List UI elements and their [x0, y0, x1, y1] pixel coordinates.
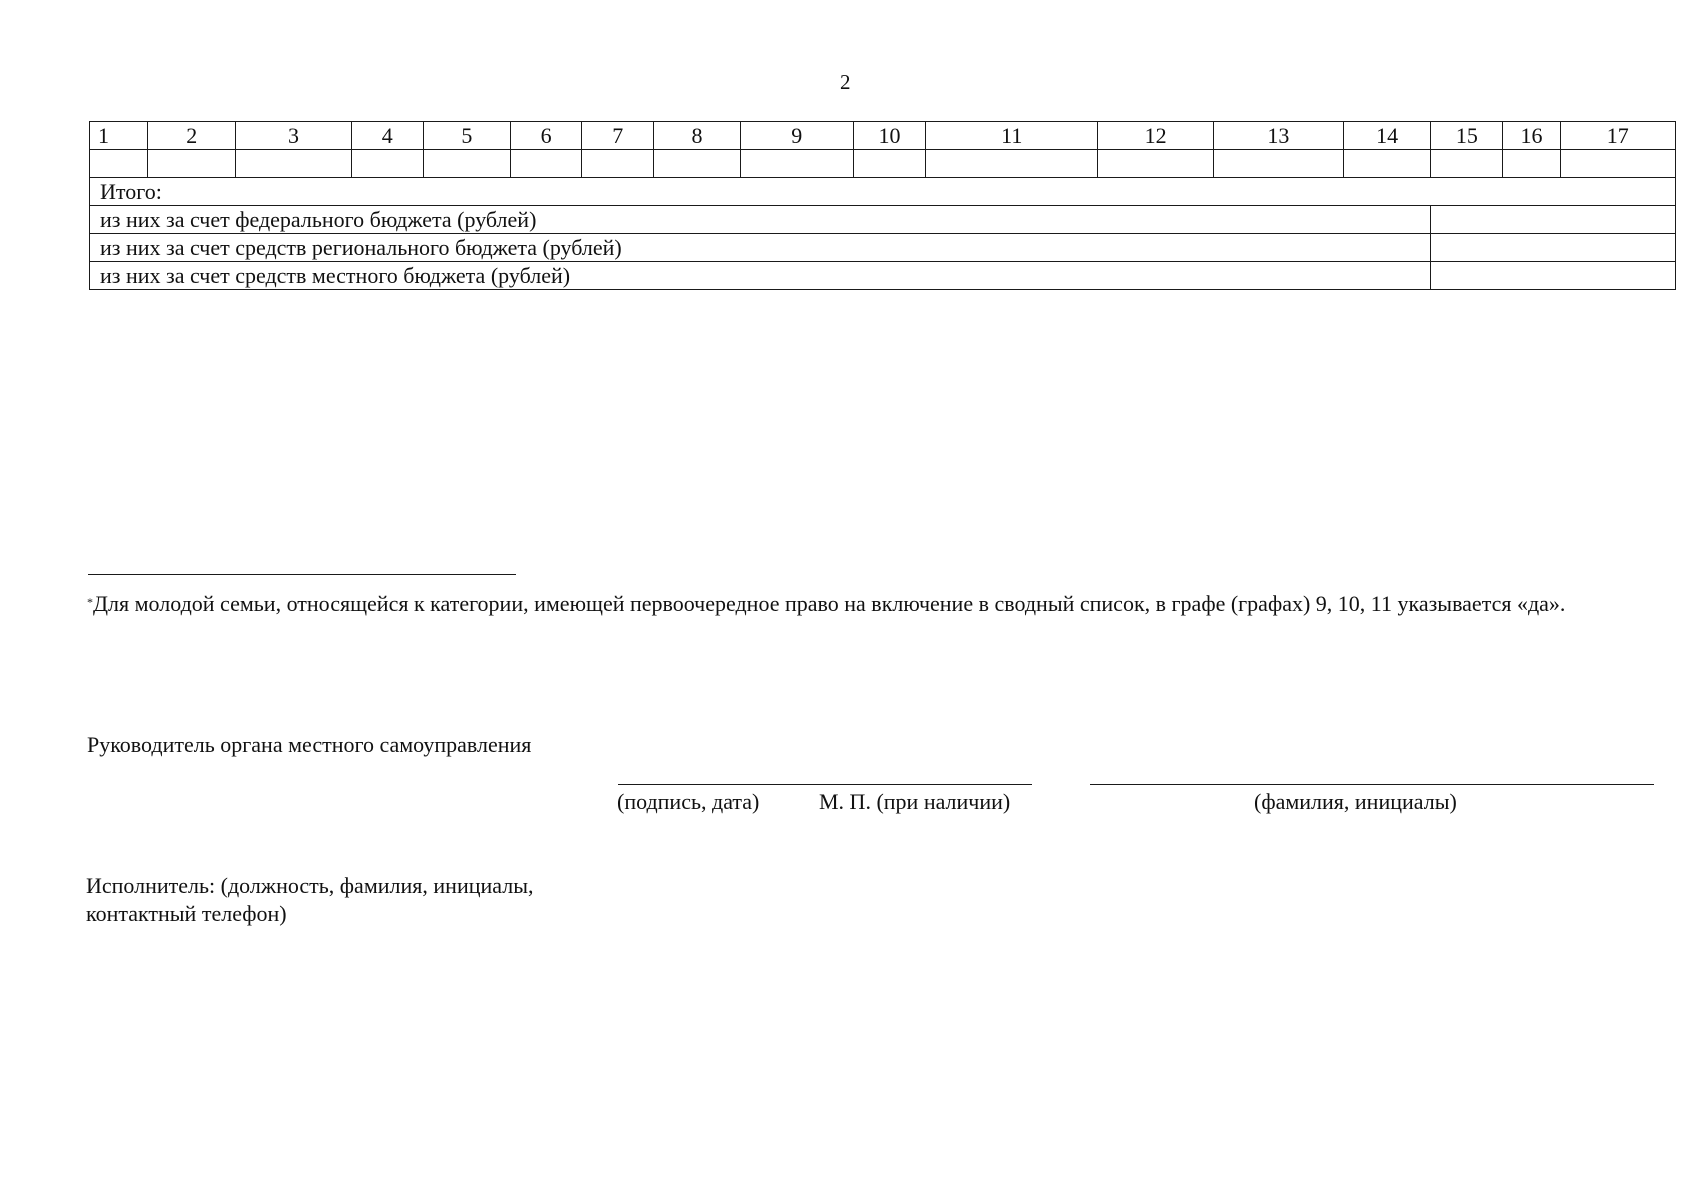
- footnote-text: Для молодой семьи, относящейся к категории, имеющей первоочередное право на включение в сводный список, в графе (графах) 9, 10, 11 указывается «да».: [93, 591, 1566, 616]
- empty-cell: [926, 150, 1098, 178]
- head-label: Руководитель органа местного самоуправления: [87, 732, 532, 757]
- local-budget-row: [90, 262, 1676, 290]
- empty-cell: [1431, 150, 1503, 178]
- regional-budget-label: из них за счет средств регионального бюджета (рублей): [90, 234, 1431, 262]
- column-number-cell: 4: [351, 122, 423, 150]
- column-number-cell: 6: [511, 122, 582, 150]
- page-number: 2: [840, 70, 851, 94]
- empty-cell: [236, 150, 351, 178]
- local-budget-label: из них за счет средств местного бюджета (рублей): [90, 262, 1431, 290]
- empty-cell: [1503, 150, 1560, 178]
- name-initials-caption: (фамилия, инициалы): [1254, 789, 1457, 814]
- empty-cell: [1560, 150, 1675, 178]
- signature-line: [618, 784, 1032, 785]
- column-number-cell: 7: [582, 122, 654, 150]
- empty-cell: [740, 150, 853, 178]
- column-number-cell: 9: [740, 122, 853, 150]
- footnote-separator: [88, 574, 516, 575]
- column-number-cell: 13: [1213, 122, 1343, 150]
- column-number-cell: 5: [423, 122, 510, 150]
- federal-budget-label: из них за счет федерального бюджета (рублей): [90, 206, 1431, 234]
- stamp-caption: М. П. (при наличии): [819, 789, 1011, 814]
- empty-cell: [148, 150, 236, 178]
- total-label: Итого:: [90, 178, 1676, 206]
- empty-cell: [351, 150, 423, 178]
- federal-budget-value: [1431, 206, 1676, 234]
- empty-cell: [1344, 150, 1431, 178]
- empty-cell: [511, 150, 582, 178]
- empty-cell: [423, 150, 510, 178]
- column-number-row: [90, 122, 1676, 150]
- column-number-cell: 3: [236, 122, 351, 150]
- regional-budget-value: [1431, 234, 1676, 262]
- column-number-cell: 12: [1098, 122, 1213, 150]
- name-line: [1090, 784, 1654, 785]
- empty-cell: [1213, 150, 1343, 178]
- executor-line-1: Исполнитель: (должность, фамилия, инициалы,: [86, 873, 534, 898]
- empty-cell: [654, 150, 740, 178]
- federal-budget-row: [90, 206, 1676, 234]
- column-number-cell: 16: [1503, 122, 1560, 150]
- column-number-cell: 11: [926, 122, 1098, 150]
- empty-data-row: [90, 150, 1676, 178]
- footnote-marker: *: [87, 595, 93, 609]
- empty-cell: [1098, 150, 1213, 178]
- column-number-cell: 17: [1560, 122, 1675, 150]
- regional-budget-row: [90, 234, 1676, 262]
- signature-date-caption: (подпись, дата): [617, 789, 760, 814]
- footnote: [87, 590, 1607, 618]
- column-number-cell: 15: [1431, 122, 1503, 150]
- column-number-cell: 8: [654, 122, 740, 150]
- column-number-cell: 2: [148, 122, 236, 150]
- empty-cell: [853, 150, 925, 178]
- executor-line-2: контактный телефон): [86, 901, 287, 926]
- column-number-cell: 14: [1344, 122, 1431, 150]
- column-number-cell: 10: [853, 122, 925, 150]
- empty-cell: [90, 150, 148, 178]
- total-row: [90, 178, 1676, 206]
- local-budget-value: [1431, 262, 1676, 290]
- empty-cell: [582, 150, 654, 178]
- column-number-cell: 1: [90, 122, 148, 150]
- family-list-table: [89, 121, 1676, 290]
